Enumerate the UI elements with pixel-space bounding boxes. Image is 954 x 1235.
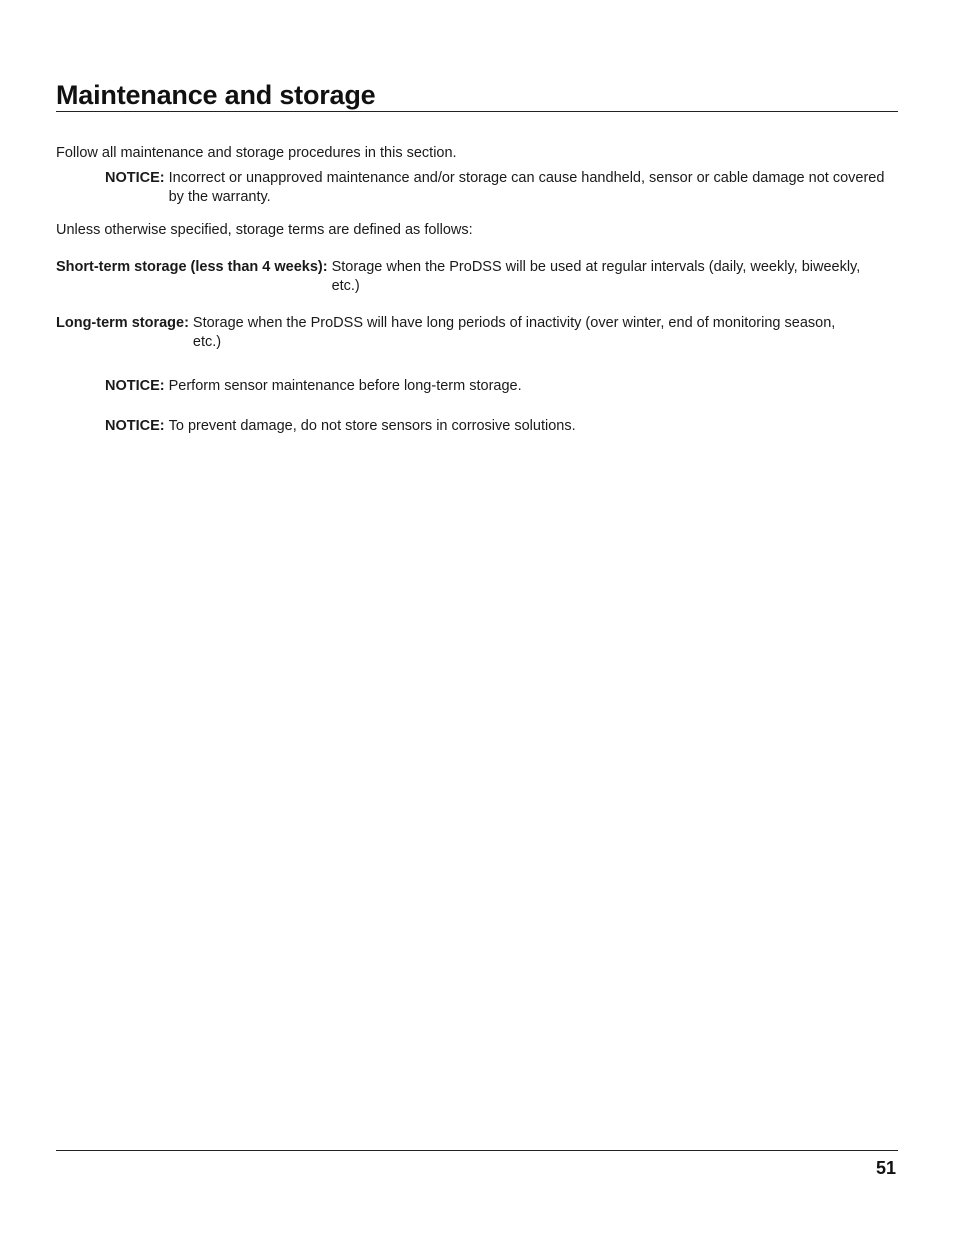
notice-text: Perform sensor maintenance before long-term storage. [168, 378, 522, 394]
long-term-definition [56, 314, 861, 352]
long-term-description: Storage when the ProDSS will have long periods of inactivity (over winter, end of monitoring season, etc.) [192, 315, 836, 350]
notice-text: Incorrect or unapproved maintenance and/or storage can cause handheld, sensor or cable damage not covered by the warranty. [168, 170, 885, 205]
page-title: Maintenance and storage [56, 80, 376, 110]
short-term-label: Short-term storage (less than 4 weeks): [56, 259, 328, 275]
notice-label: NOTICE: [105, 378, 165, 394]
notice-label: NOTICE: [105, 170, 165, 186]
notice-label: NOTICE: [105, 418, 165, 434]
short-term-definition [56, 258, 871, 296]
notice-text: To prevent damage, do not store sensors in corrosive solutions. [168, 418, 576, 434]
notice-warranty [105, 169, 885, 207]
intro-paragraph: Follow all maintenance and storage procedures in this section. [56, 145, 457, 161]
title-divider [56, 111, 898, 112]
short-term-description: Storage when the ProDSS will be used at regular intervals (daily, weekly, biweekly, etc.) [331, 259, 861, 294]
page-number: 51 [875, 1158, 896, 1178]
long-term-label: Long-term storage: [56, 315, 189, 331]
notice-corrosive [105, 417, 885, 436]
notice-maintenance [105, 377, 885, 396]
footer-divider [56, 1150, 898, 1151]
terms-intro-paragraph: Unless otherwise specified, storage terms are defined as follows: [56, 222, 473, 238]
